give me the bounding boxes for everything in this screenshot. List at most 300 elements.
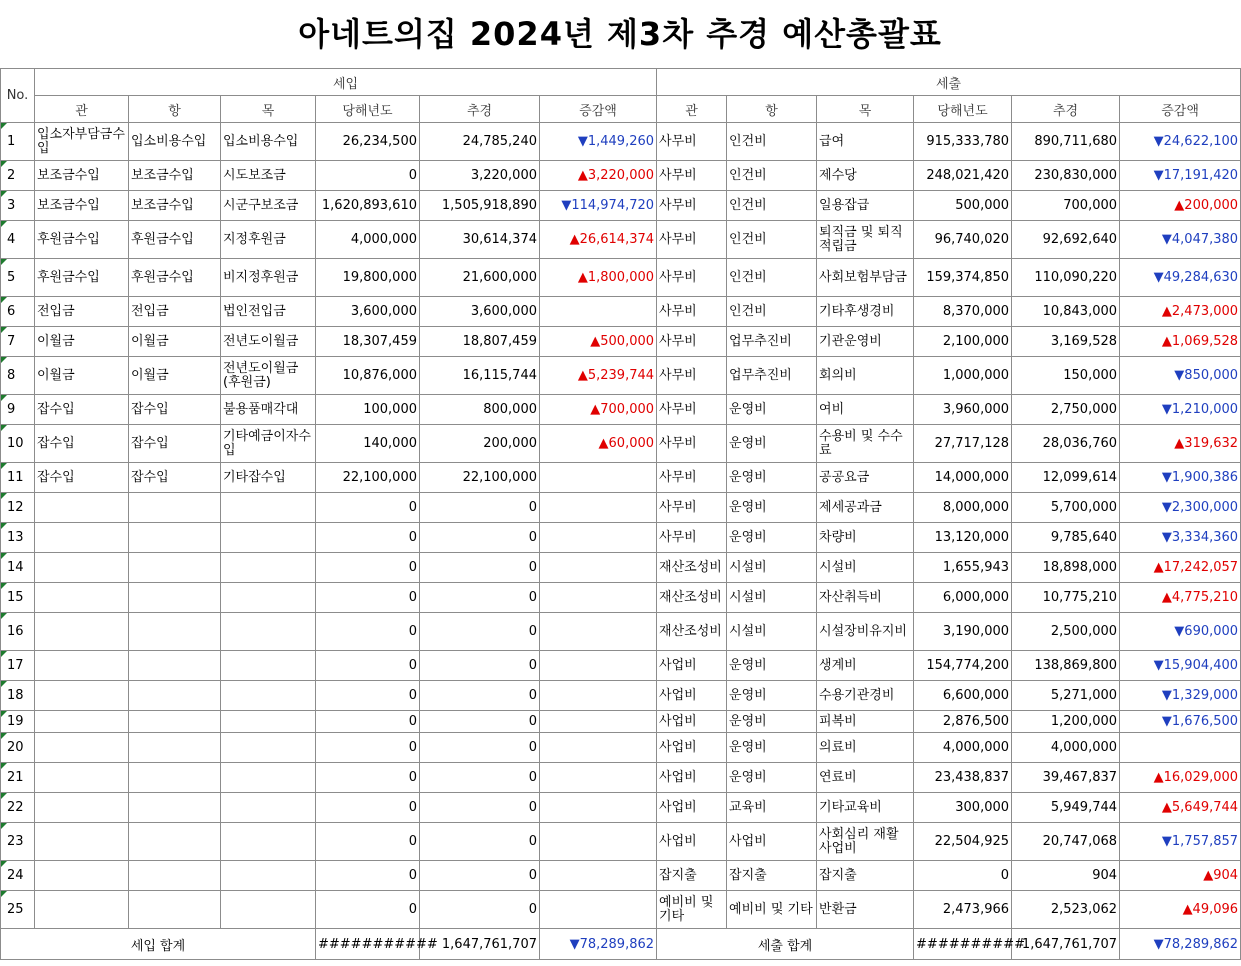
expense-current-cell[interactable]: 159,374,850 [914, 259, 1012, 297]
income-gwan-cell[interactable] [35, 711, 129, 733]
row-number[interactable]: 15 [1, 583, 35, 613]
income-mok-cell[interactable] [221, 553, 316, 583]
expense-gwan-cell[interactable]: 사무비 [657, 191, 727, 221]
income-adjusted-cell[interactable]: 3,220,000 [420, 161, 540, 191]
income-hang-cell[interactable]: 후원금수입 [129, 221, 221, 259]
expense-current-cell[interactable]: 4,000,000 [914, 733, 1012, 763]
expense-gwan-cell[interactable]: 사무비 [657, 297, 727, 327]
expense-mok-cell[interactable]: 일용잡급 [817, 191, 914, 221]
row-number[interactable]: 3 [1, 191, 35, 221]
income-adjusted-cell[interactable]: 0 [420, 891, 540, 929]
income-adjusted-cell[interactable]: 0 [420, 583, 540, 613]
expense-mok-cell[interactable]: 시설장비유지비 [817, 613, 914, 651]
expense-gwan-cell[interactable]: 사무비 [657, 259, 727, 297]
income-current-cell[interactable]: 22,100,000 [316, 463, 420, 493]
income-hang-cell[interactable] [129, 711, 221, 733]
income-adjusted-cell[interactable]: 0 [420, 733, 540, 763]
income-mok-cell[interactable] [221, 763, 316, 793]
income-gwan-cell[interactable]: 후원금수입 [35, 221, 129, 259]
expense-gwan-cell[interactable]: 사무비 [657, 123, 727, 161]
row-number[interactable]: 7 [1, 327, 35, 357]
expense-current-cell[interactable]: 6,600,000 [914, 681, 1012, 711]
income-hang-cell[interactable] [129, 613, 221, 651]
row-number[interactable]: 17 [1, 651, 35, 681]
income-diff-cell[interactable]: ▼114,974,720 [540, 191, 657, 221]
income-mok-cell[interactable] [221, 711, 316, 733]
income-hang-cell[interactable] [129, 733, 221, 763]
income-current-cell[interactable]: 0 [316, 823, 420, 861]
expense-adjusted-cell[interactable]: 230,830,000 [1012, 161, 1120, 191]
expense-diff-cell[interactable]: ▲4,775,210 [1120, 583, 1241, 613]
income-diff-cell[interactable] [540, 891, 657, 929]
expense-diff-cell[interactable] [1120, 733, 1241, 763]
income-mok-cell[interactable]: 전년도이월금 [221, 327, 316, 357]
row-number[interactable]: 23 [1, 823, 35, 861]
income-diff-cell[interactable] [540, 763, 657, 793]
income-adjusted-cell[interactable]: 1,505,918,890 [420, 191, 540, 221]
income-gwan-cell[interactable]: 보조금수입 [35, 191, 129, 221]
income-hang-cell[interactable]: 전입금 [129, 297, 221, 327]
expense-mok-cell[interactable]: 자산취득비 [817, 583, 914, 613]
income-mok-cell[interactable]: 기타예금이자수입 [221, 425, 316, 463]
row-number[interactable]: 24 [1, 861, 35, 891]
expense-hang-cell[interactable]: 운영비 [727, 733, 817, 763]
expense-total-adjusted[interactable]: 1,647,761,707 [1012, 929, 1120, 960]
expense-gwan-cell[interactable]: 사무비 [657, 523, 727, 553]
expense-mok-cell[interactable]: 생계비 [817, 651, 914, 681]
expense-adjusted-cell[interactable]: 138,869,800 [1012, 651, 1120, 681]
expense-current-cell[interactable]: 2,876,500 [914, 711, 1012, 733]
row-number[interactable]: 25 [1, 891, 35, 929]
expense-mok-cell[interactable]: 반환금 [817, 891, 914, 929]
income-gwan-cell[interactable] [35, 681, 129, 711]
income-adjusted-cell[interactable]: 0 [420, 523, 540, 553]
row-number[interactable]: 18 [1, 681, 35, 711]
income-adjusted-cell[interactable]: 30,614,374 [420, 221, 540, 259]
expense-gwan-cell[interactable]: 사무비 [657, 357, 727, 395]
expense-diff-cell[interactable]: ▲2,473,000 [1120, 297, 1241, 327]
expense-current-cell[interactable]: 8,370,000 [914, 297, 1012, 327]
income-current-cell[interactable]: 19,800,000 [316, 259, 420, 297]
income-current-cell[interactable]: 3,600,000 [316, 297, 420, 327]
expense-hang-cell[interactable]: 교육비 [727, 793, 817, 823]
row-number[interactable]: 14 [1, 553, 35, 583]
expense-current-cell[interactable]: 8,000,000 [914, 493, 1012, 523]
expense-hang-cell[interactable]: 운영비 [727, 711, 817, 733]
income-current-cell[interactable]: 100,000 [316, 395, 420, 425]
expense-gwan-cell[interactable]: 사무비 [657, 161, 727, 191]
income-adjusted-cell[interactable]: 0 [420, 861, 540, 891]
expense-hang-cell[interactable]: 잡지출 [727, 861, 817, 891]
income-gwan-cell[interactable] [35, 891, 129, 929]
income-hang-cell[interactable] [129, 523, 221, 553]
income-diff-cell[interactable] [540, 583, 657, 613]
income-adjusted-cell[interactable]: 0 [420, 493, 540, 523]
income-mok-cell[interactable] [221, 891, 316, 929]
expense-adjusted-cell[interactable]: 12,099,614 [1012, 463, 1120, 493]
income-current-cell[interactable]: 0 [316, 161, 420, 191]
expense-hang-cell[interactable]: 인건비 [727, 221, 817, 259]
income-current-cell[interactable]: 0 [316, 793, 420, 823]
expense-hang-cell[interactable]: 운영비 [727, 395, 817, 425]
income-current-cell[interactable]: 0 [316, 583, 420, 613]
expense-gwan-cell[interactable]: 사무비 [657, 221, 727, 259]
expense-hang-cell[interactable]: 운영비 [727, 763, 817, 793]
income-adjusted-cell[interactable]: 22,100,000 [420, 463, 540, 493]
expense-adjusted-cell[interactable]: 110,090,220 [1012, 259, 1120, 297]
income-mok-cell[interactable] [221, 861, 316, 891]
income-gwan-cell[interactable] [35, 733, 129, 763]
expense-current-cell[interactable]: 3,190,000 [914, 613, 1012, 651]
income-hang-cell[interactable]: 보조금수입 [129, 161, 221, 191]
income-diff-cell[interactable]: ▲1,800,000 [540, 259, 657, 297]
expense-hang-cell[interactable]: 인건비 [727, 259, 817, 297]
income-gwan-cell[interactable] [35, 613, 129, 651]
expense-total-diff[interactable]: ▼78,289,862 [1120, 929, 1241, 960]
income-mok-cell[interactable]: 시도보조금 [221, 161, 316, 191]
expense-adjusted-cell[interactable]: 39,467,837 [1012, 763, 1120, 793]
expense-current-cell[interactable]: 915,333,780 [914, 123, 1012, 161]
expense-diff-cell[interactable]: ▼49,284,630 [1120, 259, 1241, 297]
expense-adjusted-cell[interactable]: 9,785,640 [1012, 523, 1120, 553]
expense-diff-cell[interactable]: ▲49,096 [1120, 891, 1241, 929]
expense-gwan-cell[interactable]: 사업비 [657, 733, 727, 763]
expense-total-current[interactable]: ########## [914, 929, 1012, 960]
income-current-cell[interactable]: 0 [316, 523, 420, 553]
income-diff-cell[interactable] [540, 297, 657, 327]
expense-diff-cell[interactable]: ▼4,047,380 [1120, 221, 1241, 259]
expense-diff-cell[interactable]: ▲904 [1120, 861, 1241, 891]
income-adjusted-cell[interactable]: 0 [420, 711, 540, 733]
income-adjusted-cell[interactable]: 0 [420, 651, 540, 681]
expense-current-cell[interactable]: 154,774,200 [914, 651, 1012, 681]
expense-adjusted-cell[interactable]: 10,775,210 [1012, 583, 1120, 613]
row-number[interactable]: 2 [1, 161, 35, 191]
income-diff-cell[interactable] [540, 861, 657, 891]
income-mok-cell[interactable] [221, 583, 316, 613]
expense-diff-cell[interactable]: ▼1,676,500 [1120, 711, 1241, 733]
income-hang-cell[interactable]: 이월금 [129, 327, 221, 357]
expense-mok-cell[interactable]: 공공요금 [817, 463, 914, 493]
income-mok-cell[interactable]: 불용품매각대 [221, 395, 316, 425]
income-gwan-cell[interactable]: 보조금수입 [35, 161, 129, 191]
expense-diff-cell[interactable]: ▲200,000 [1120, 191, 1241, 221]
income-adjusted-cell[interactable]: 21,600,000 [420, 259, 540, 297]
income-mok-cell[interactable] [221, 651, 316, 681]
income-current-cell[interactable]: 0 [316, 733, 420, 763]
expense-diff-cell[interactable]: ▼24,622,100 [1120, 123, 1241, 161]
expense-current-cell[interactable]: 14,000,000 [914, 463, 1012, 493]
income-hang-cell[interactable]: 입소비용수입 [129, 123, 221, 161]
income-hang-cell[interactable] [129, 793, 221, 823]
income-gwan-cell[interactable]: 이월금 [35, 357, 129, 395]
row-number[interactable]: 21 [1, 763, 35, 793]
income-current-cell[interactable]: 1,620,893,610 [316, 191, 420, 221]
row-number[interactable]: 19 [1, 711, 35, 733]
expense-diff-cell[interactable]: ▲16,029,000 [1120, 763, 1241, 793]
income-hang-cell[interactable] [129, 553, 221, 583]
income-total-adjusted[interactable]: 1,647,761,707 [420, 929, 540, 960]
expense-mok-cell[interactable]: 제세공과금 [817, 493, 914, 523]
income-current-cell[interactable]: 0 [316, 763, 420, 793]
income-hang-cell[interactable]: 후원금수입 [129, 259, 221, 297]
expense-adjusted-cell[interactable]: 4,000,000 [1012, 733, 1120, 763]
row-number[interactable]: 1 [1, 123, 35, 161]
expense-mok-cell[interactable]: 피복비 [817, 711, 914, 733]
income-current-cell[interactable]: 0 [316, 613, 420, 651]
income-diff-cell[interactable]: ▼1,449,260 [540, 123, 657, 161]
income-current-cell[interactable]: 10,876,000 [316, 357, 420, 395]
expense-adjusted-cell[interactable]: 5,700,000 [1012, 493, 1120, 523]
expense-adjusted-cell[interactable]: 150,000 [1012, 357, 1120, 395]
expense-current-cell[interactable]: 22,504,925 [914, 823, 1012, 861]
expense-adjusted-cell[interactable]: 18,898,000 [1012, 553, 1120, 583]
income-current-cell[interactable]: 0 [316, 891, 420, 929]
income-gwan-cell[interactable] [35, 793, 129, 823]
expense-gwan-cell[interactable]: 사업비 [657, 651, 727, 681]
income-adjusted-cell[interactable]: 0 [420, 763, 540, 793]
income-diff-cell[interactable]: ▲700,000 [540, 395, 657, 425]
expense-mok-cell[interactable]: 회의비 [817, 357, 914, 395]
income-current-cell[interactable]: 140,000 [316, 425, 420, 463]
income-mok-cell[interactable] [221, 493, 316, 523]
income-current-cell[interactable]: 26,234,500 [316, 123, 420, 161]
expense-current-cell[interactable]: 96,740,020 [914, 221, 1012, 259]
expense-diff-cell[interactable]: ▼1,900,386 [1120, 463, 1241, 493]
income-hang-cell[interactable]: 보조금수입 [129, 191, 221, 221]
expense-adjusted-cell[interactable]: 890,711,680 [1012, 123, 1120, 161]
income-adjusted-cell[interactable]: 800,000 [420, 395, 540, 425]
expense-hang-cell[interactable]: 예비비 및 기타 [727, 891, 817, 929]
expense-hang-cell[interactable]: 인건비 [727, 191, 817, 221]
expense-mok-cell[interactable]: 기관운영비 [817, 327, 914, 357]
expense-diff-cell[interactable]: ▼850,000 [1120, 357, 1241, 395]
row-number[interactable]: 4 [1, 221, 35, 259]
income-mok-cell[interactable]: 시군구보조금 [221, 191, 316, 221]
income-hang-cell[interactable] [129, 681, 221, 711]
expense-current-cell[interactable]: 27,717,128 [914, 425, 1012, 463]
expense-gwan-cell[interactable]: 사업비 [657, 681, 727, 711]
income-hang-cell[interactable] [129, 861, 221, 891]
income-gwan-cell[interactable] [35, 493, 129, 523]
income-hang-cell[interactable] [129, 651, 221, 681]
expense-mok-cell[interactable]: 여비 [817, 395, 914, 425]
income-hang-cell[interactable]: 잡수입 [129, 463, 221, 493]
expense-hang-cell[interactable]: 업무추진비 [727, 357, 817, 395]
income-diff-cell[interactable] [540, 463, 657, 493]
income-adjusted-cell[interactable]: 0 [420, 553, 540, 583]
row-number[interactable]: 11 [1, 463, 35, 493]
income-mok-cell[interactable]: 법인전입금 [221, 297, 316, 327]
expense-adjusted-cell[interactable]: 3,169,528 [1012, 327, 1120, 357]
row-number[interactable]: 12 [1, 493, 35, 523]
income-current-cell[interactable]: 0 [316, 711, 420, 733]
expense-current-cell[interactable]: 1,000,000 [914, 357, 1012, 395]
income-current-cell[interactable]: 18,307,459 [316, 327, 420, 357]
income-hang-cell[interactable] [129, 763, 221, 793]
expense-mok-cell[interactable]: 기타후생경비 [817, 297, 914, 327]
expense-current-cell[interactable]: 2,473,966 [914, 891, 1012, 929]
expense-gwan-cell[interactable]: 재산조성비 [657, 553, 727, 583]
income-mok-cell[interactable]: 기타잡수입 [221, 463, 316, 493]
income-adjusted-cell[interactable]: 200,000 [420, 425, 540, 463]
income-gwan-cell[interactable] [35, 583, 129, 613]
income-adjusted-cell[interactable]: 24,785,240 [420, 123, 540, 161]
expense-mok-cell[interactable]: 퇴직금 및 퇴직적립금 [817, 221, 914, 259]
income-diff-cell[interactable] [540, 793, 657, 823]
income-diff-cell[interactable]: ▲60,000 [540, 425, 657, 463]
expense-mok-cell[interactable]: 의료비 [817, 733, 914, 763]
income-mok-cell[interactable] [221, 613, 316, 651]
income-mok-cell[interactable]: 입소비용수입 [221, 123, 316, 161]
expense-current-cell[interactable]: 2,100,000 [914, 327, 1012, 357]
expense-hang-cell[interactable]: 시설비 [727, 613, 817, 651]
row-number[interactable]: 6 [1, 297, 35, 327]
expense-diff-cell[interactable]: ▼17,191,420 [1120, 161, 1241, 191]
row-number[interactable]: 9 [1, 395, 35, 425]
income-diff-cell[interactable] [540, 823, 657, 861]
expense-gwan-cell[interactable]: 사무비 [657, 463, 727, 493]
income-diff-cell[interactable] [540, 553, 657, 583]
income-diff-cell[interactable] [540, 493, 657, 523]
expense-hang-cell[interactable]: 운영비 [727, 651, 817, 681]
expense-diff-cell[interactable]: ▼2,300,000 [1120, 493, 1241, 523]
row-number[interactable]: 22 [1, 793, 35, 823]
expense-diff-cell[interactable]: ▼1,329,000 [1120, 681, 1241, 711]
expense-current-cell[interactable]: 6,000,000 [914, 583, 1012, 613]
income-diff-cell[interactable]: ▲26,614,374 [540, 221, 657, 259]
income-gwan-cell[interactable]: 이월금 [35, 327, 129, 357]
income-gwan-cell[interactable] [35, 553, 129, 583]
expense-hang-cell[interactable]: 업무추진비 [727, 327, 817, 357]
income-diff-cell[interactable] [540, 733, 657, 763]
income-diff-cell[interactable]: ▲5,239,744 [540, 357, 657, 395]
expense-diff-cell[interactable]: ▲1,069,528 [1120, 327, 1241, 357]
income-gwan-cell[interactable] [35, 763, 129, 793]
expense-gwan-cell[interactable]: 사업비 [657, 763, 727, 793]
income-total-diff[interactable]: ▼78,289,862 [540, 929, 657, 960]
income-current-cell[interactable]: 0 [316, 553, 420, 583]
income-gwan-cell[interactable]: 잡수입 [35, 463, 129, 493]
expense-gwan-cell[interactable]: 사업비 [657, 793, 727, 823]
expense-adjusted-cell[interactable]: 2,500,000 [1012, 613, 1120, 651]
expense-adjusted-cell[interactable]: 10,843,000 [1012, 297, 1120, 327]
income-hang-cell[interactable]: 이월금 [129, 357, 221, 395]
income-diff-cell[interactable] [540, 523, 657, 553]
income-gwan-cell[interactable]: 잡수입 [35, 395, 129, 425]
expense-hang-cell[interactable]: 시설비 [727, 583, 817, 613]
expense-adjusted-cell[interactable]: 28,036,760 [1012, 425, 1120, 463]
income-adjusted-cell[interactable]: 0 [420, 681, 540, 711]
income-mok-cell[interactable] [221, 823, 316, 861]
expense-gwan-cell[interactable]: 사무비 [657, 493, 727, 523]
income-diff-cell[interactable]: ▲500,000 [540, 327, 657, 357]
income-adjusted-cell[interactable]: 18,807,459 [420, 327, 540, 357]
row-number[interactable]: 13 [1, 523, 35, 553]
income-gwan-cell[interactable] [35, 823, 129, 861]
income-diff-cell[interactable] [540, 613, 657, 651]
expense-adjusted-cell[interactable]: 904 [1012, 861, 1120, 891]
expense-hang-cell[interactable]: 운영비 [727, 493, 817, 523]
income-adjusted-cell[interactable]: 0 [420, 793, 540, 823]
income-gwan-cell[interactable] [35, 523, 129, 553]
income-adjusted-cell[interactable]: 3,600,000 [420, 297, 540, 327]
expense-adjusted-cell[interactable]: 2,523,062 [1012, 891, 1120, 929]
expense-current-cell[interactable]: 13,120,000 [914, 523, 1012, 553]
expense-gwan-cell[interactable]: 사무비 [657, 395, 727, 425]
expense-gwan-cell[interactable]: 사무비 [657, 327, 727, 357]
expense-adjusted-cell[interactable]: 5,949,744 [1012, 793, 1120, 823]
expense-mok-cell[interactable]: 연료비 [817, 763, 914, 793]
expense-diff-cell[interactable]: ▼1,210,000 [1120, 395, 1241, 425]
row-number[interactable]: 10 [1, 425, 35, 463]
expense-diff-cell[interactable]: ▲5,649,744 [1120, 793, 1241, 823]
expense-mok-cell[interactable]: 사회보험부담금 [817, 259, 914, 297]
income-adjusted-cell[interactable]: 16,115,744 [420, 357, 540, 395]
expense-mok-cell[interactable]: 제수당 [817, 161, 914, 191]
expense-mok-cell[interactable]: 수용비 및 수수료 [817, 425, 914, 463]
expense-diff-cell[interactable]: ▼690,000 [1120, 613, 1241, 651]
expense-hang-cell[interactable]: 운영비 [727, 463, 817, 493]
income-mok-cell[interactable] [221, 681, 316, 711]
expense-gwan-cell[interactable]: 사무비 [657, 425, 727, 463]
expense-current-cell[interactable]: 23,438,837 [914, 763, 1012, 793]
expense-gwan-cell[interactable]: 예비비 및 기타 [657, 891, 727, 929]
expense-diff-cell[interactable]: ▼1,757,857 [1120, 823, 1241, 861]
income-hang-cell[interactable]: 잡수입 [129, 425, 221, 463]
income-gwan-cell[interactable] [35, 861, 129, 891]
expense-gwan-cell[interactable]: 재산조성비 [657, 583, 727, 613]
income-diff-cell[interactable] [540, 651, 657, 681]
expense-adjusted-cell[interactable]: 92,692,640 [1012, 221, 1120, 259]
expense-current-cell[interactable]: 300,000 [914, 793, 1012, 823]
expense-adjusted-cell[interactable]: 5,271,000 [1012, 681, 1120, 711]
expense-mok-cell[interactable]: 기타교육비 [817, 793, 914, 823]
expense-diff-cell[interactable]: ▼15,904,400 [1120, 651, 1241, 681]
income-diff-cell[interactable]: ▲3,220,000 [540, 161, 657, 191]
row-number[interactable]: 8 [1, 357, 35, 395]
expense-mok-cell[interactable]: 사회심리 재활사업비 [817, 823, 914, 861]
row-number[interactable]: 20 [1, 733, 35, 763]
expense-hang-cell[interactable]: 인건비 [727, 161, 817, 191]
income-mok-cell[interactable] [221, 733, 316, 763]
income-mok-cell[interactable] [221, 793, 316, 823]
expense-hang-cell[interactable]: 운영비 [727, 523, 817, 553]
income-gwan-cell[interactable] [35, 651, 129, 681]
income-mok-cell[interactable] [221, 523, 316, 553]
income-hang-cell[interactable] [129, 823, 221, 861]
expense-mok-cell[interactable]: 차량비 [817, 523, 914, 553]
income-current-cell[interactable]: 0 [316, 493, 420, 523]
expense-hang-cell[interactable]: 인건비 [727, 123, 817, 161]
income-hang-cell[interactable] [129, 493, 221, 523]
income-hang-cell[interactable]: 잡수입 [129, 395, 221, 425]
income-gwan-cell[interactable]: 전입금 [35, 297, 129, 327]
expense-hang-cell[interactable]: 사업비 [727, 823, 817, 861]
row-number[interactable]: 16 [1, 613, 35, 651]
expense-current-cell[interactable]: 500,000 [914, 191, 1012, 221]
income-gwan-cell[interactable]: 입소자부담금수입 [35, 123, 129, 161]
income-adjusted-cell[interactable]: 0 [420, 613, 540, 651]
income-diff-cell[interactable] [540, 711, 657, 733]
income-mok-cell[interactable]: 전년도이월금(후원금) [221, 357, 316, 395]
income-adjusted-cell[interactable]: 0 [420, 823, 540, 861]
expense-hang-cell[interactable]: 인건비 [727, 297, 817, 327]
expense-adjusted-cell[interactable]: 20,747,068 [1012, 823, 1120, 861]
expense-diff-cell[interactable]: ▲17,242,057 [1120, 553, 1241, 583]
income-hang-cell[interactable] [129, 583, 221, 613]
income-current-cell[interactable]: 0 [316, 681, 420, 711]
